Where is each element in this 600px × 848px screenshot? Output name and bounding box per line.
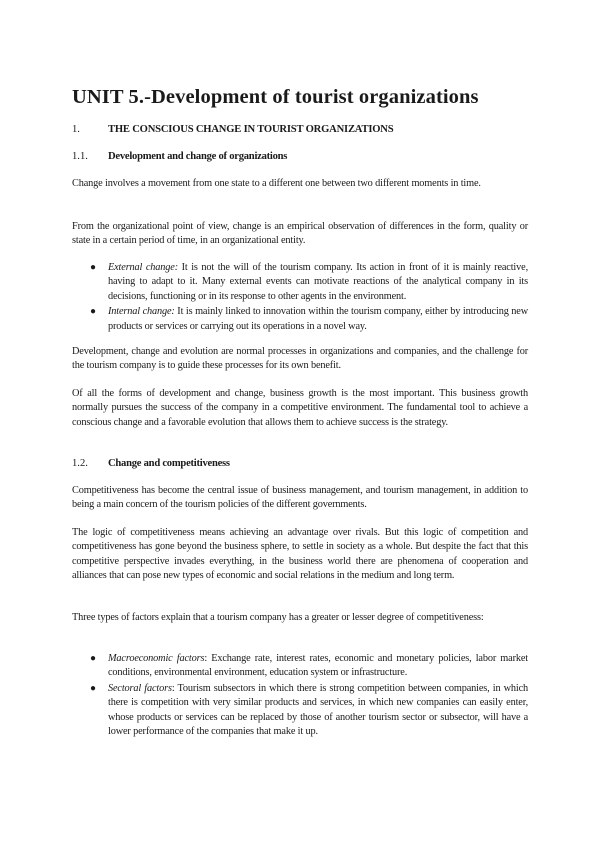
list-item-term: Macroeconomic factors [108,653,205,664]
section-title: Change and competitiveness [108,458,230,469]
list-item [90,261,528,304]
paragraph: Change involves a movement from one state to a different one between two different moments in time. [72,178,481,189]
paragraph: Competitiveness has become the central issue of business management, and tourism management, in addition to being a main concern of the tourism policies of the different governments. [72,485,528,511]
bullet-list [90,261,528,335]
bullet-icon: ● [90,262,96,273]
bullet-icon: ● [90,682,96,694]
page-title: UNIT 5.-Development of tourist organizations [72,86,479,108]
section-1-1-heading [72,151,287,162]
paragraph: Of all the forms of development and change, business growth is the most important. This business growth normally pursues the success of the company in a competitive environment. The fundamental tool to achieve a conscious change and a favorable evolution that allows them to achieve success is the strategy. [72,388,528,428]
list-item [90,682,528,740]
list-item-text: : Exchange rate, interest rates, economic and monetary policies, labor market conditions, environmental environment, education system or infrastructure. [108,653,528,679]
paragraph: The logic of competitiveness means achieving an advantage over rivals. But this logic of competition and competitiveness has gone beyond the business sphere, to settle in society as a whole. But despite the fact that this competitive perspective invades everything, in the business world there are phenomena of cooperation and alliances that can pose new types of economic and social relations in the medium and long term. [72,527,528,582]
paragraph: From the organizational point of view, change is an empirical observation of differences in the form, quality or state in a certain period of time, in an organizational entity. [72,221,528,247]
paragraph: Three types of factors explain that a tourism company has a greater or lesser degree of competitiveness: [72,612,484,623]
list-item [90,305,528,334]
list-item-term: Internal change: [108,306,175,318]
bullet-list [90,652,528,740]
section-number: 1. [72,124,80,135]
list-item-term: External change: [108,262,178,273]
section-title: Development and change of organizations [108,151,288,162]
section-title: THE CONSCIOUS CHANGE IN TOURIST ORGANIZATIONS [108,124,394,135]
section-1-2-heading [72,458,230,469]
list-item [90,652,528,681]
section-1-heading [72,124,393,135]
list-item-text: It is mainly linked to innovation within the tourism company, either by introducing new products or services or carrying out its operations in a novel way. [108,306,528,332]
section-number: 1.2. [72,458,88,469]
paragraph: Development, change and evolution are normal processes in organizations and companies, and the challenge for the tourism company is to guide these processes for its own benefit. [72,346,528,372]
section-number: 1.1. [72,151,88,162]
list-item-text: It is not the will of the tourism company. Its action in front of it is mainly reactive, having to adapt to it. Many external events can motivate reactions of the analytical company in its decisions, functioning or in its response to other agents in the environment. [108,262,528,302]
list-item-text: : Tourism subsectors in which there is strong competition between companies, in which there is competition with very similar products and services, in which new companies can easily enter, whose products or services can be replaced by those of another tourism sector or subsector, will have a lower performance of the companies that make it up. [108,682,529,738]
list-item-term: Sectoral factors [108,682,172,694]
bullet-icon: ● [90,653,96,664]
bullet-icon: ● [90,306,96,318]
